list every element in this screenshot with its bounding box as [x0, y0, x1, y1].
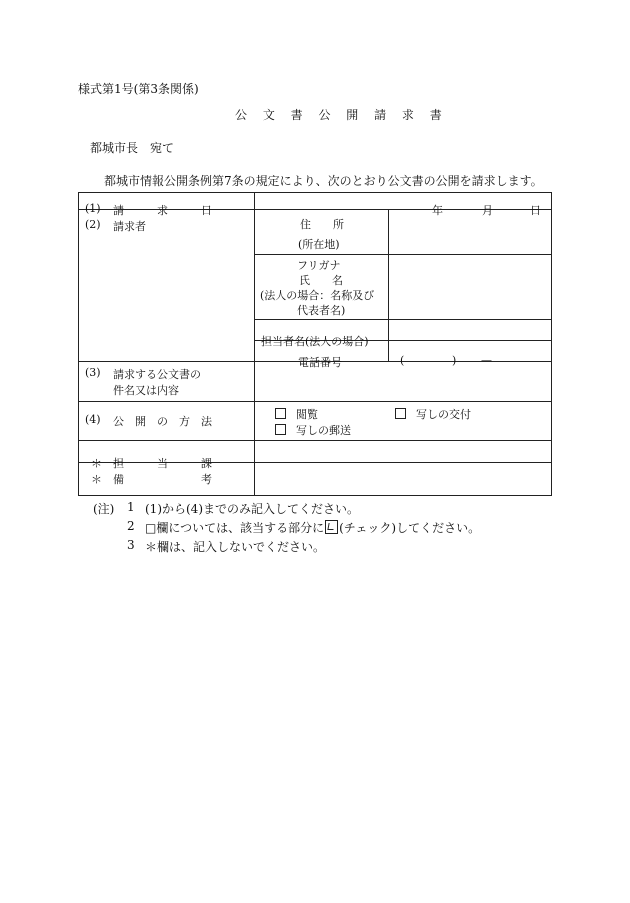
- furigana-label: フリガナ: [297, 259, 341, 272]
- contact-person-field[interactable]: [389, 320, 552, 341]
- note-text: ＊欄は、記入しないでください。: [145, 540, 326, 554]
- address-label-cell: [255, 210, 389, 255]
- document-subject-label-line1: 請求する公文書の: [113, 368, 201, 381]
- phone-paren-open: (: [400, 354, 405, 367]
- document-title: 公 文 書 公 開 請 求 書: [235, 108, 448, 122]
- form-number: 様式第1号(第3条関係): [78, 82, 199, 96]
- remarks-label-cell: [79, 463, 255, 496]
- row-remarks: [79, 463, 552, 496]
- request-date-label: 請 求 日: [113, 204, 212, 217]
- department-field: [255, 441, 552, 463]
- document-subject-label-line2: 件名又は内容: [113, 384, 179, 397]
- row-number: (3): [85, 366, 101, 379]
- request-date-field[interactable]: [255, 193, 552, 217]
- address-field[interactable]: [389, 210, 552, 255]
- checkbox-copy-mail[interactable]: [275, 424, 286, 435]
- year-label: 年: [432, 204, 443, 217]
- document-subject-label-cell: [79, 362, 255, 402]
- checkbox-copy-delivery[interactable]: [395, 408, 406, 419]
- phone-dash: —: [481, 354, 492, 367]
- row-number: (4): [85, 413, 101, 426]
- remarks-label: 備 考: [113, 473, 212, 486]
- request-form-table: [78, 192, 552, 496]
- note-number: 1: [127, 500, 135, 514]
- department-label: 担 当 課: [113, 456, 212, 470]
- name-label: 氏 名: [299, 274, 343, 287]
- department-label-cell: [79, 441, 255, 470]
- check-mark-icon: [325, 520, 338, 534]
- disclosure-method-options: [255, 402, 552, 441]
- row-number: (1): [85, 202, 101, 215]
- request-date-label-cell: [79, 193, 255, 217]
- note-text: (1)から(4)までのみ記入してください。: [145, 502, 359, 516]
- note-text: □欄については、該当する部分に (チェック)してください。: [145, 521, 481, 535]
- row-number: (2): [85, 218, 101, 231]
- disclosure-method-label: 公 開 の 方 法: [113, 415, 212, 428]
- notes-prefix: (注): [93, 502, 115, 516]
- row-disclosure-method: [79, 402, 552, 441]
- option-copy-delivery[interactable]: 写しの交付: [395, 406, 471, 422]
- day-label: 日: [530, 204, 541, 217]
- contact-person-label: 担当者名(法人の場合): [261, 335, 369, 348]
- name-note-line2: 代表者名): [297, 304, 346, 317]
- phone-label: 電話番号: [298, 356, 342, 369]
- note-number: 2: [127, 519, 135, 533]
- intro-text: 都城市情報公開条例第7条の規定により、次のとおり公文書の公開を請求します。: [104, 174, 543, 188]
- address-sub-label: (所在地): [298, 238, 340, 251]
- remarks-field: [255, 463, 552, 496]
- name-label-cell: [255, 255, 389, 320]
- row-request-date: [79, 193, 552, 210]
- month-label: 月: [482, 204, 493, 217]
- option-copy-mail[interactable]: 写しの郵送: [275, 422, 351, 438]
- row-requester-address: [79, 210, 552, 255]
- disclosure-method-label-cell: [79, 402, 255, 441]
- asterisk-mark: ＊: [91, 473, 102, 486]
- addressee: 都城市長 宛て: [90, 141, 175, 155]
- name-field[interactable]: [389, 255, 552, 320]
- asterisk-mark: ＊: [91, 456, 102, 470]
- requester-label: 請求者: [113, 220, 146, 233]
- requester-label-cell: [79, 210, 255, 362]
- checkbox-view[interactable]: [275, 408, 286, 419]
- phone-field[interactable]: [389, 341, 552, 367]
- address-label: 住 所: [300, 218, 344, 231]
- name-note-line1: (法人の場合：名称及び: [260, 289, 375, 302]
- contact-label-cell: [255, 320, 389, 348]
- row-department: [79, 441, 552, 463]
- phone-paren-close: ): [452, 354, 457, 367]
- note-number: 3: [127, 538, 135, 552]
- option-view[interactable]: 閲覧: [275, 406, 318, 422]
